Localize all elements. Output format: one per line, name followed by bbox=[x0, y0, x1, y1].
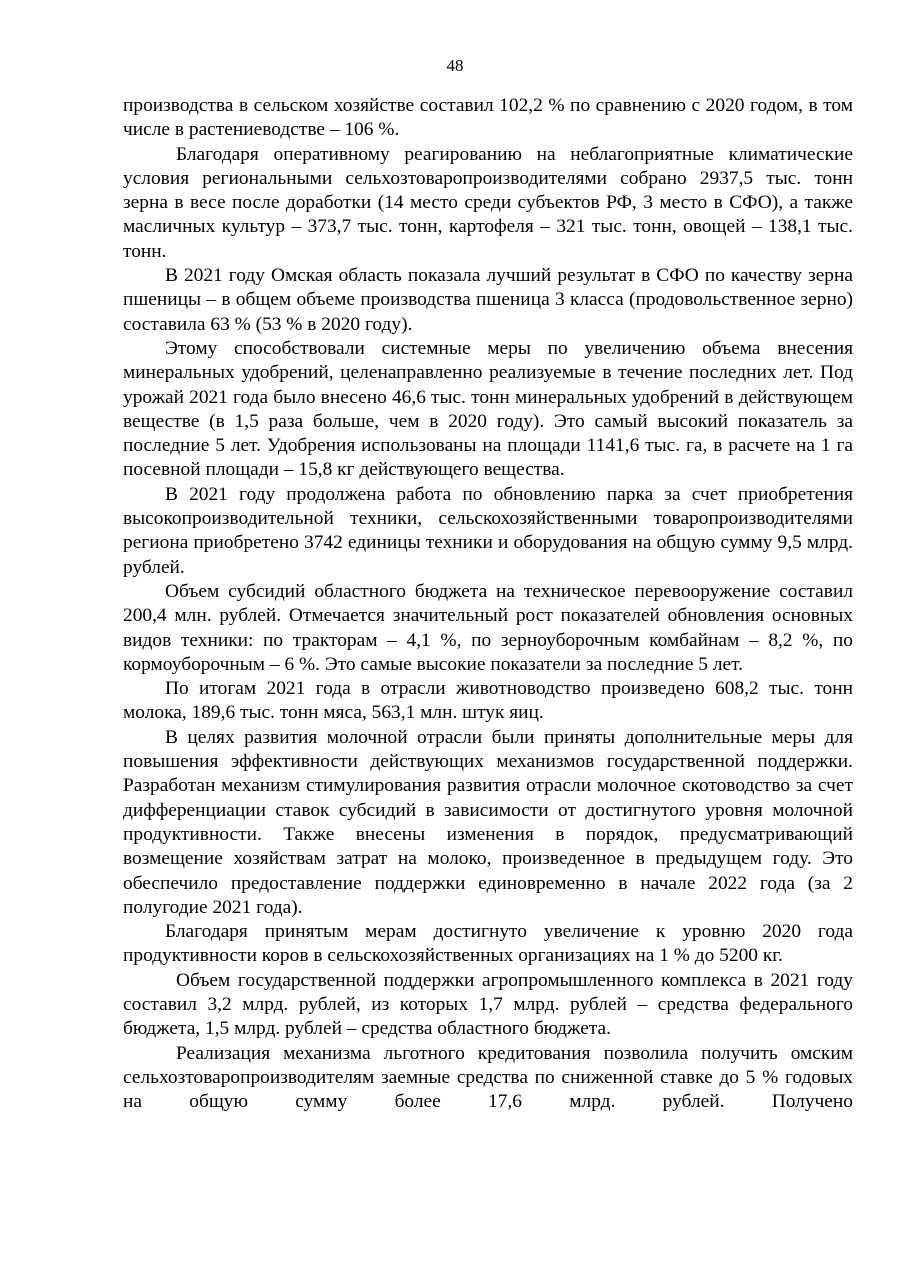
paragraph-production-index: производства в сельском хозяйстве составил 102,2 % по сравнению с 2020 годом, в том числе в растениеводстве – 106 %. bbox=[123, 95, 853, 141]
paragraph-dairy-support: В целях развития молочной отрасли были приняты дополнительные меры для повышения эффективности действующих механизмов государственной поддержки. Разработан механизм стимулирования развития отрасли молочное скотоводство за счет дифференциации ставок субсидий в зависимости от достигнутого уровня молочной продуктивности. Также внесены изменения в порядок, предусматривающий возмещение хозяйствам затрат на молоко, произведенное в предыдущем году. Это обеспечило предоставление поддержки единовременно в начале 2022 года (за 2 полугодие 2021 года). bbox=[123, 726, 853, 918]
paragraph-cow-productivity: Благодаря принятым мерам достигнуто увеличение к уровню 2020 года продуктивности коров в сельскохозяйственных организациях на 1 % до 5200 кг. bbox=[123, 921, 853, 967]
page-number: 48 bbox=[446, 56, 464, 75]
paragraph-preferential-credit: Реализация механизма льготного кредитования позволила получить омским сельхозтоваропроизводителям заемные средства по сниженной ставке до 5 % годовых на общую сумму более 17,6 млрд. рублей. Получено bbox=[123, 1042, 853, 1113]
paragraph-fertilizers: Этому способствовали системные меры по увеличению объема внесения минеральных удобрений, целенаправленно реализуемые в течение последних лет. Под урожай 2021 года было внесено 46,6 тыс. тонн минеральных удобрений в действующем веществе (в 1,5 раза больше, чем в 2020 году). Это самый высокий показатель за последние 5 лет. Удобрения использованы на площади 1141,6 тыс. га, в расчете на 1 га посевной площади – 15,8 кг действующего вещества. bbox=[123, 337, 853, 481]
paragraph-state-support: Объем государственной поддержки агропромышленного комплекса в 2021 году составил 3,2 млрд. рублей, из которых 1,7 млрд. рублей – средства федерального бюджета, 1,5 млрд. рублей – средства областного бюджета. bbox=[123, 969, 853, 1040]
paragraph-grain-harvest: Благодаря оперативному реагированию на неблагоприятные климатические условия региональными сельхозтоваропроизводителями собрано 2937,5 тыс. тонн зерна в весе после доработки (14 место среди субъектов РФ, 3 место в СФО), а также масличных культур – 373,7 тыс. тонн, картофеля – 321 тыс. тонн, овощей – 138,1 тыс. тонн. bbox=[123, 143, 853, 262]
document-body bbox=[123, 94, 853, 1114]
paragraph-livestock-output: По итогам 2021 года в отрасли животноводство произведено 608,2 тыс. тонн молока, 189,6 тыс. тонн мяса, 563,1 млн. штук яиц. bbox=[123, 678, 853, 724]
paragraph-wheat-quality: В 2021 году Омская область показала лучший результат в СФО по качеству зерна пшеницы – в общем объеме производства пшеница 3 класса (продовольственное зерно) составила 63 % (53 % в 2020 году). bbox=[123, 265, 853, 335]
paragraph-machinery-subsidies: Объем субсидий областного бюджета на техническое перевооружение составил 200,4 млн. рублей. Отмечается значительный рост показателей обновления основных видов техники: по тракторам – 4,1 %, по зерноуборочным комбайнам – 8,2 %, по кормоуборочным – 6 %. Это самые высокие показатели за последние 5 лет. bbox=[123, 580, 853, 675]
paragraph-machinery-purchase: В 2021 году продолжена работа по обновлению парка за счет приобретения высокопроизводительной техники, сельскохозяйственными товаропроизводителями региона приобретено 3742 единицы техники и оборудования на общую сумму 9,5 млрд. рублей. bbox=[123, 483, 853, 578]
